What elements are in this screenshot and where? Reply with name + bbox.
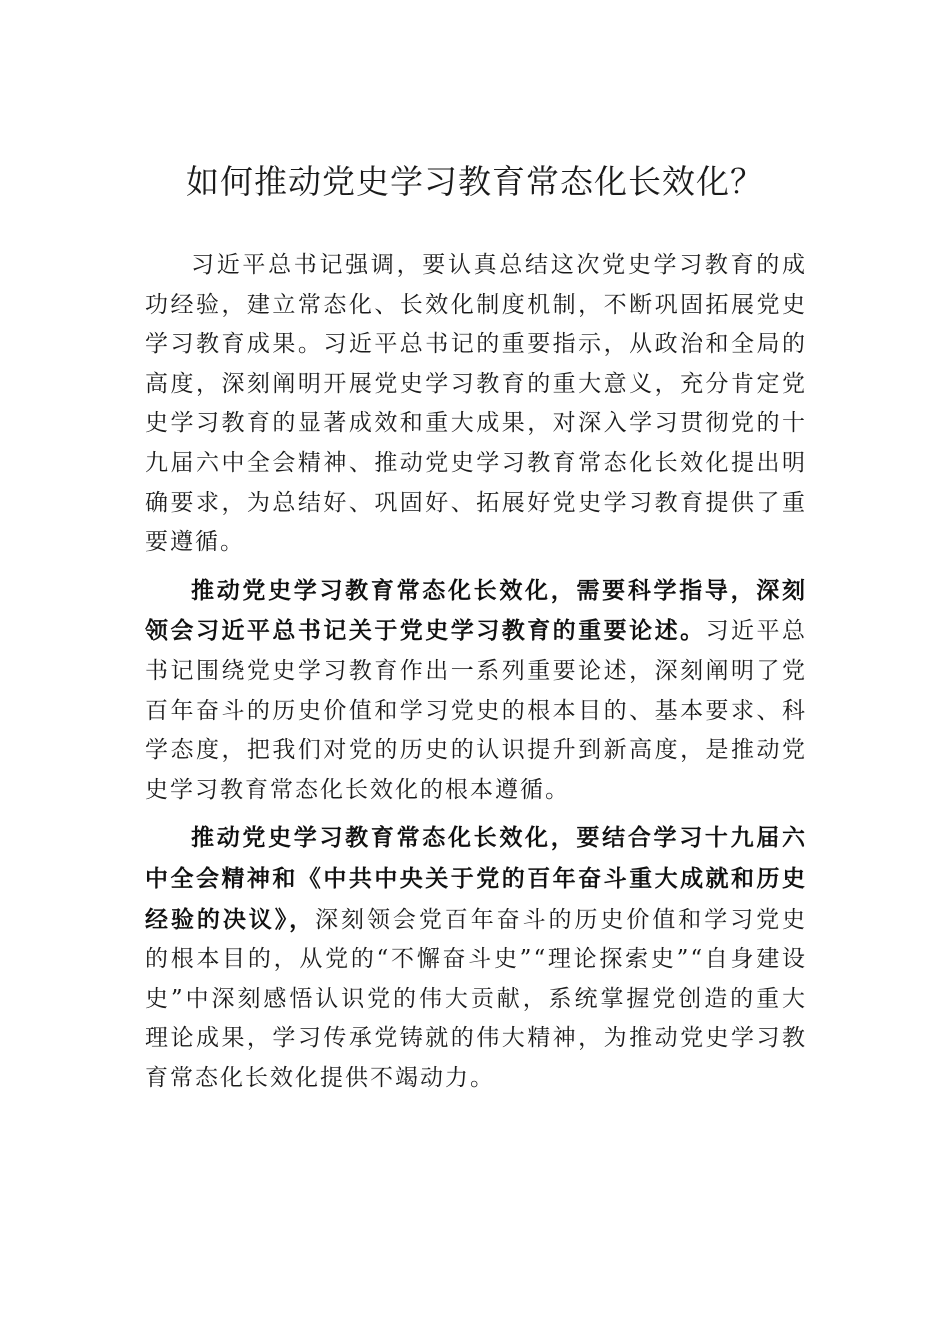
document-title: 如何推动党史学习教育常态化长效化？ — [186, 162, 764, 201]
paragraph-text: 习近平总书记强调，要认真总结这次党史学习教育的成功经验，建立常态化、长效化制度机制，不断巩固拓展党史学习教育成果。习近平总书记的重要指示，从政治和全局的高度，深刻阐明开展党史学习教育的重大意义，充分肯定党史学习教育的显著成效和重大成果，对深入学习贯彻党的十九届六中全会精神、推动党史学习教育常态化长效化提出明确要求，为总结好、巩固好、拓展好党史学习教育提供了重要遵循。 — [145, 252, 807, 556]
paragraph-text: 习近平总书记围绕党史学习教育作出一系列重要论述，深刻阐明了党百年奋斗的历史价值和学习党史的根本目的、基本要求、科学态度，把我们对党的历史的认识提升到新高度，是推动党史学习教育常态化长效化的根本遵循。 — [145, 618, 808, 803]
paragraph-1 — [145, 246, 807, 563]
paragraph-lead-bold: 推动党史学习教育常态化长效化，要结合学习十九届六 中全会精神和《中共中央关于党的百年奋斗重大成就和历史 经验的决议》， — [145, 824, 807, 933]
paragraph-text: 深刻领会党百年奋斗的历史价值和学习党史的根本目的，从党的“不懈奋斗史”“理论探索史”“自身建设史”中深刻感悟认识党的伟大贡献，系统掌握党创造的重大理论成果，学习传承党铸就的伟大精神，为推动党史学习教育常态化长效化提供不竭动力。 — [145, 906, 808, 1091]
paragraph-3 — [145, 818, 807, 1098]
paragraph-2 — [145, 571, 807, 811]
document-body — [145, 246, 807, 1106]
paragraph-lead-bold: 推动党史学习教育常态化长效化，需要科学指导，深刻领会习近平总书记关于党史学习教育的重要论述。 — [145, 576, 807, 645]
